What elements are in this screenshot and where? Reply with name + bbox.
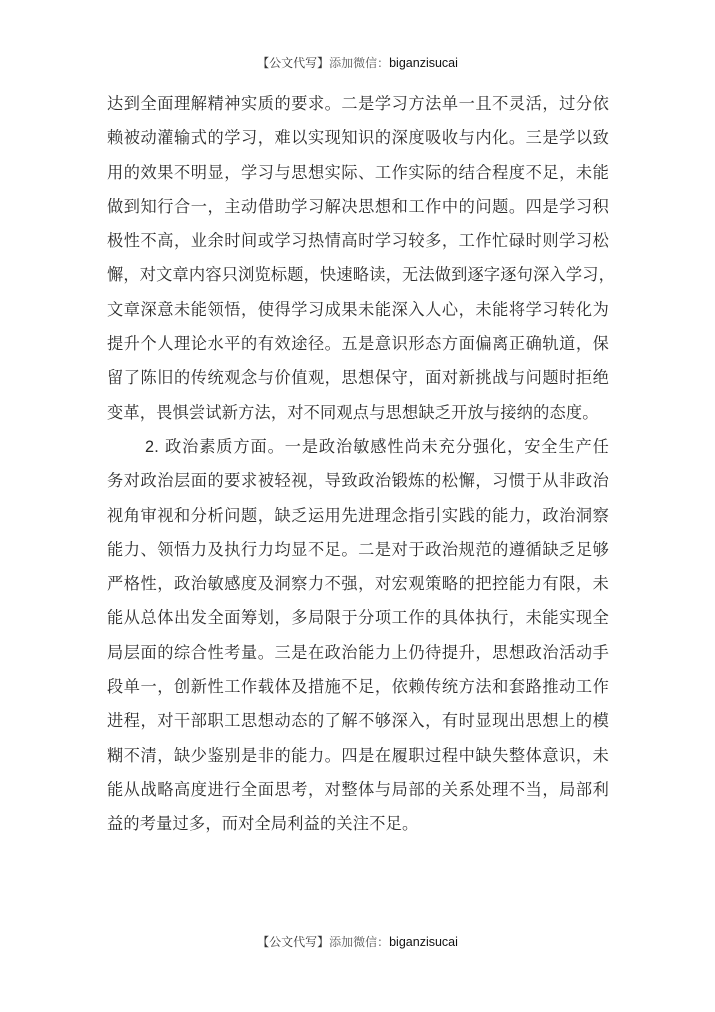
text-line: 能从战略高度进行全面思考，对整体与局部的关系处理不当，局部利: [107, 779, 609, 799]
text-line: 极性不高，业余时间或学习热情高时学习较多，工作忙碌时则学习松: [107, 231, 609, 251]
footer-watermark: [0, 933, 715, 950]
paragraph-first-line: [107, 430, 609, 464]
paragraph-1: [107, 87, 616, 430]
text-line: 提升个人理论水平的有效途径。五是意识形态方面偏离正确轨道，保: [107, 334, 609, 354]
section-number: 2.: [145, 437, 159, 456]
footer-wechat-id: biganzisucai: [389, 935, 458, 949]
text-line: 视角审视和分析问题，缺乏运用先进理念指引实践的能力，政治洞察: [107, 505, 609, 525]
text-line: 段单一，创新性工作载体及措施不足，依赖传统方法和套路推动工作: [107, 677, 609, 697]
header-label: 添加微信：: [329, 56, 390, 70]
text-line: 达到全面理解精神实质的要求。二是学习方法单一且不灵活，过分依: [107, 94, 609, 113]
text-line: 糊不清，缺少鉴别是非的能力。四是在履职过程中缺失整体意识，未: [107, 745, 609, 765]
text-line: 能从总体出发全面筹划，多局限于分项工作的具体执行，未能实现全: [107, 608, 609, 628]
text-line: 进程，对干部职工思想动态的了解不够深入，有时显现出思想上的模: [107, 711, 609, 731]
text-line: 留了陈旧的传统观念与价值观，思想保守，面对新挑战与问题时拒绝: [107, 368, 609, 388]
header-watermark: [0, 54, 715, 71]
footer-label: 添加微信：: [329, 935, 390, 949]
paragraph-2: [107, 430, 609, 842]
text-line: 务对政治层面的要求被轻视，导致政治锻炼的松懈，习惯于从非政治: [107, 471, 609, 491]
document-body: [107, 87, 616, 842]
text-line: 益的考量过多，而对全局利益的关注不足。: [107, 814, 419, 834]
header-tag: 【公文代写】: [257, 56, 330, 70]
header-wechat-id: biganzisucai: [389, 56, 458, 70]
text-segment: 政治素质方面。一是政治敏感性尚未充分强化，安全生产任: [164, 436, 609, 456]
text-line: 变革，畏惧尝试新方法，对不同观点与思想缺乏开放与接纳的态度。: [107, 402, 599, 422]
text-line: 能力、领悟力及执行力均显不足。二是对于政治规范的遵循缺乏足够: [107, 539, 609, 559]
text-line: 局层面的综合性考量。三是在政治能力上仍待提升，思想政治活动手: [107, 642, 609, 662]
text-line: 严格性，政治敏感度及洞察力不强，对宏观策略的把控能力有限，未: [107, 574, 609, 594]
text-line: 做到知行合一，主动借助学习解决思想和工作中的问题。四是学习积: [107, 196, 609, 216]
footer-tag: 【公文代写】: [257, 935, 330, 949]
text-line: 懈，对文章内容只浏览标题，快速略读，无法做到逐字逐句深入学习，: [107, 265, 616, 285]
text-line: 文章深意未能领悟，使得学习成果未能深入人心，未能将学习转化为: [107, 299, 609, 319]
text-line: 用的效果不明显，学习与思想实际、工作实际的结合程度不足，未能: [107, 162, 609, 182]
text-line: 赖被动灌输式的学习，难以实现知识的深度吸收与内化。三是学以致: [107, 128, 609, 148]
